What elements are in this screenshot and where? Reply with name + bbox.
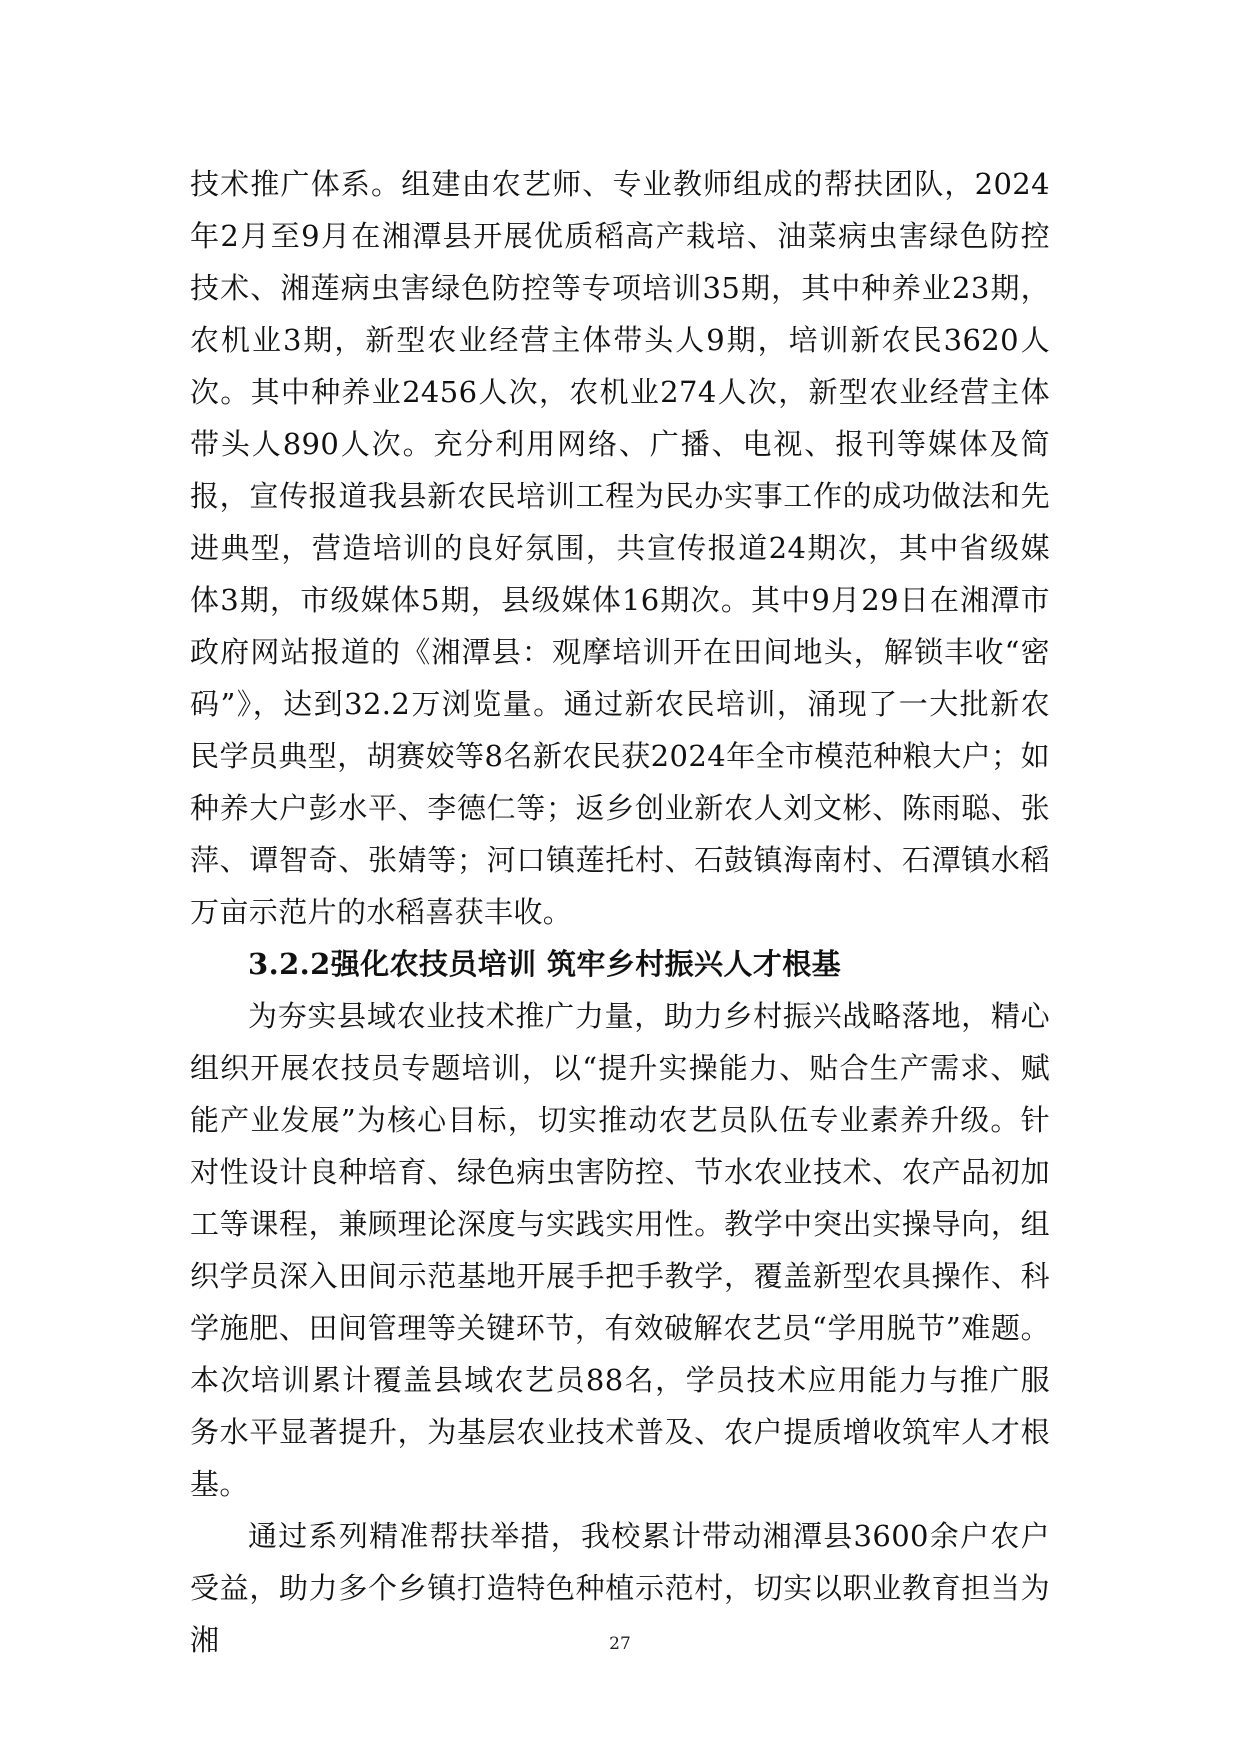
paragraph-agronomist-training: 为夯实县域农业技术推广力量，助力乡村振兴战略落地，精心组织开展农技员专题培训，以“提升实操能力、贴合生产需求、赋能产业发展”为核心目标，切实推动农艺员队伍专业素养升级。针对性设计良种培育、绿色病虫害防控、节水农业技术、农产品初加工等课程，兼顾理论深度与实践实用性。教学中突出实操导向，组织学员深入田间示范基地开展手把手教学，覆盖新型农具操作、科学施肥、田间管理等关键环节，有效破解农艺员“学用脱节”难题。本次培训累计覆盖县域农艺员88名，学员技术应用能力与推广服务水平显著提升，为基层农业技术普及、农户提质增收筑牢人才根基。	[190, 999, 1050, 1501]
section-heading-3-2-2: 3.2.2强化农技员培训 筑牢乡村振兴人才根基	[248, 947, 842, 981]
body-text	[190, 158, 1050, 1666]
paragraph-assistance-summary: 通过系列精准帮扶举措，我校累计带动湘潭县3600余户农户受益，助力多个乡镇打造特色种植示范村，切实以职业教育担当为湘	[190, 1519, 1050, 1657]
paragraph-training-results: 技术推广体系。组建由农艺师、专业教师组成的帮扶团队，2024年2月至9月在湘潭县开展优质稻高产栽培、油菜病虫害绿色防控技术、湘莲病虫害绿色防控等专项培训35期，其中种养业23期，农机业3期，新型农业经营主体带头人9期，培训新农民3620人次。其中种养业2456人次，农机业274人次，新型农业经营主体带头人890人次。充分利用网络、广播、电视、报刊等媒体及简报，宣传报道我县新农民培训工程为民办实事工作的成功做法和先进典型，营造培训的良好氛围，共宣传报道24期次，其中省级媒体3期，市级媒体5期，县级媒体16期次。其中9月29日在湘潭市政府网站报道的《湘潭县：观摩培训开在田间地头，解锁丰收“密码”》，达到32.2万浏览量。通过新农民培训，涌现了一大批新农民学员典型，胡赛姣等8名新农民获2024年全市模范种粮大户；如种养大户彭水平、李德仁等；返乡创业新农人刘文彬、陈雨聪、张萍、谭智奇、张婧等；河口镇莲托村、石鼓镇海南村、石潭镇水稻万亩示范片的水稻喜获丰收。	[190, 167, 1050, 929]
page-number: 27	[609, 1634, 631, 1654]
